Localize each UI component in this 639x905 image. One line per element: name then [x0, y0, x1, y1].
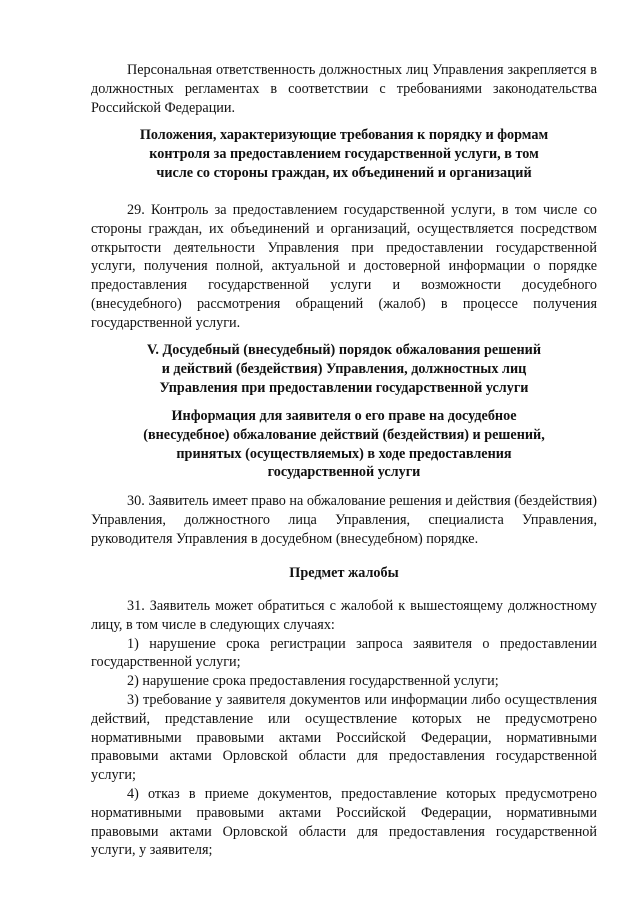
paragraph-29: 29. Контроль за предоставлением государственной услуги, в том числе со стороны граждан, их объединений и организаций, осуществляется посредством открытости деятельности Управления при предоставлении государственной услуги, получения полной, актуальной и достоверной информации о порядке предоставления государственной услуги и возможности досудебного (внесудебного) рассмотрения обращений (жалоб) в процессе получения государственной услуги. — [91, 202, 597, 331]
heading-line: V. Досудебный (внесудебный) порядок обжалования решений — [147, 342, 541, 358]
list-item: 3) требование у заявителя документов или информации либо осуществления действий, представление или осуществление которых не предусмотрено нормативными правовыми актами Российской Федерации, нормативными правовыми актами Орловской области для предоставления государственной услуги; — [91, 691, 597, 784]
heading-line: числе со стороны граждан, их объединений и организаций — [156, 164, 532, 181]
heading-control-provisions — [91, 126, 597, 182]
list-item: 2) нарушение срока предоставления государственной услуги; — [127, 673, 499, 690]
heading-line: и действий (бездействия) Управления, должностных лиц — [161, 360, 527, 377]
heading-line: государственной услуги — [267, 464, 421, 481]
paragraph-30: 30. Заявитель имеет право на обжалование решения и действия (бездействия) Управления, должностного лица Управления, специалиста Управления, руководителя Управления в досудебном (внесудебном) порядке. — [91, 493, 597, 547]
heading-complaint-subject: Предмет жалобы — [289, 565, 399, 581]
heading-line: (внесудебное) обжалование действий (бездействия) и решений, — [143, 426, 545, 443]
heading-line: контроля за предоставлением государственной услуги, в том — [149, 145, 539, 162]
paragraph-31: 31. Заявитель может обратиться с жалобой к вышестоящему должностному лицу, в том числе в следующих случаях: — [91, 598, 597, 633]
heading-section-v — [91, 341, 597, 397]
heading-line: Информация для заявителя о его праве на досудебное — [171, 408, 517, 424]
heading-line: Управления при предоставлении государственной услуги — [159, 379, 529, 396]
heading-applicant-info — [91, 407, 597, 482]
heading-line: Положения, характеризующие требования к порядку и формам — [139, 127, 549, 143]
list-item: 1) нарушение срока регистрации запроса заявителя о предоставлении государственной услуги; — [91, 635, 597, 671]
paragraph-personal-responsibility: Персональная ответственность должностных лиц Управления закрепляется в должностных регламентах в соответствии с требованиями законодательства Российской Федерации. — [91, 62, 597, 116]
complaint-cases-section — [91, 597, 597, 860]
list-item: 4) отказ в приеме документов, предоставление которых предусмотрено нормативными правовыми актами Российской Федерации, нормативными правовыми актами Орловской области для предоставления государственной услуги, у заявителя; — [91, 785, 597, 859]
heading-line: принятых (осуществляемых) в ходе предоставления — [176, 445, 512, 462]
